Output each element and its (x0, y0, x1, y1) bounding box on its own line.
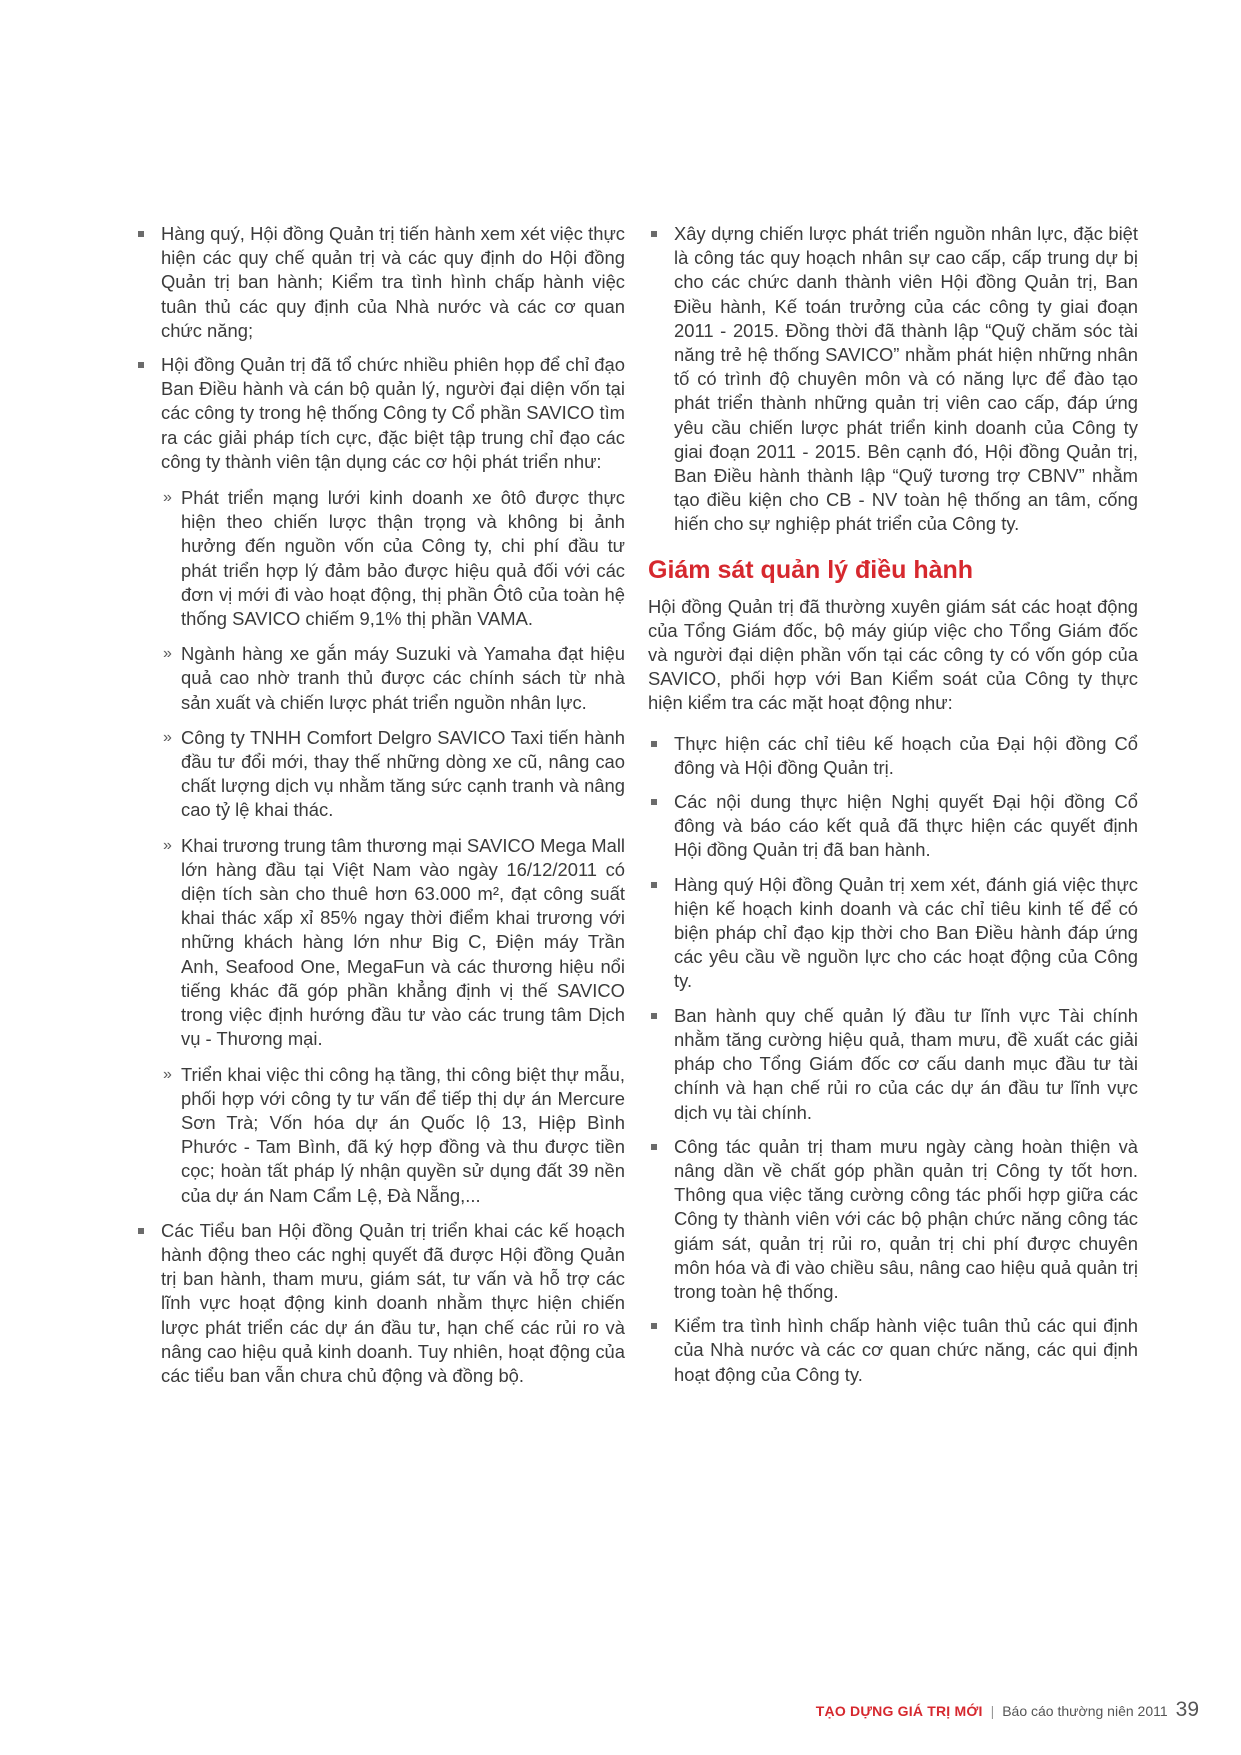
list-item: Hàng quý Hội đồng Quản trị xem xét, đánh giá việc thực hiện kế hoạch kinh doanh và các chỉ tiêu kinh tế để có biện pháp chỉ đạo kịp thời cho Ban Điều hành đáp ứng các yêu cầu về nguồn lực cho các hoạt động của Công ty. (648, 873, 1138, 994)
footer-report-title: Báo cáo thường niên 2011 (1002, 1703, 1168, 1719)
list-item (135, 353, 625, 1208)
list-item: Hàng quý, Hội đồng Quản trị tiến hành xem xét việc thực hiện các quy chế quản trị và các quy định do Hội đồng Quản trị ban hành; Kiểm tra tình hình chấp hành việc tuân thủ các quy định của Nhà nước và các cơ quan chức năng; (135, 222, 625, 343)
right-bullet-list (648, 732, 1138, 1387)
sub-bullet-list (161, 486, 625, 1208)
list-item: Các Tiểu ban Hội đồng Quản trị triển khai các kế hoạch hành động theo các nghị quyết đã được Hội đồng Quản trị ban hành, tham mưu, giám sát, tư vấn và hỗ trợ các lĩnh vực hoạt động kinh doanh nhằm thực hiện chiến lược phát triển các dự án đầu tư, hạn chế các rủi ro và nâng cao hiệu quả kinh doanh. Tuy nhiên, hoạt động của các tiểu ban vẫn chưa chủ động và đồng bộ. (135, 1219, 625, 1388)
right-column (648, 222, 1138, 1397)
page-footer (816, 1698, 1199, 1722)
sub-list-item: » Khai trương trung tâm thương mại SAVICO Mega Mall lớn hàng đầu tại Việt Nam vào ngày 16/12/2011 có diện tích sàn cho thuê hơn 63.000 m², đạt công suất khai thác xấp xỉ 85% ngay thời điểm khai trương với những khách hàng lớn như Big C, Điện máy Trần Anh, Seafood One, MegaFun và các thương hiệu nổi tiếng khác đã góp phần khẳng định vị thế SAVICO trong việc định hướng đầu tư vào các trung tâm Dịch vụ - Thương mại. (161, 834, 625, 1052)
sub-list-item: » Ngành hàng xe gắn máy Suzuki và Yamaha đạt hiệu quả cao nhờ tranh thủ được các chính sách từ nhà sản xuất và chiến lược phát triển nguồn nhân lực. (161, 642, 625, 715)
list-item-text: Hội đồng Quản trị đã tổ chức nhiều phiên họp để chỉ đạo Ban Điều hành và cán bộ quản lý, người đại diện vốn tại các công ty trong hệ thống Công ty Cổ phần SAVICO tìm ra các giải pháp tích cực, đặc biệt tập trung chỉ đạo các công ty thành viên tận dụng các cơ hội phát triển như: (161, 354, 625, 472)
section-title: Giám sát quản lý điều hành (648, 555, 974, 584)
right-top-bullet-list (648, 222, 1138, 537)
section-intro: Hội đồng Quản trị đã thường xuyên giám sát các hoạt động của Tổng Giám đốc, bộ máy giúp việc cho Tổng Giám đốc và người đại diện phần vốn tại các công ty có vốn góp của SAVICO, phối hợp với Ban Kiểm soát của Công ty thực hiện kiểm tra các mặt hoạt động như: (648, 595, 1138, 714)
left-column (135, 222, 625, 1398)
footer-brand: TẠO DỰNG GIÁ TRỊ MỚI (815, 1703, 983, 1719)
list-item: Ban hành quy chế quản lý đầu tư lĩnh vực Tài chính nhằm tăng cường hiệu quả, tham mưu, đề xuất các giải pháp cho Tổng Giám đốc cơ cấu danh mục đầu tư tài chính và hạn chế rủi ro của các dự án đầu tư lĩnh vực dịch vụ tài chính. (648, 1004, 1138, 1125)
footer-separator: | (990, 1703, 995, 1719)
list-item: Kiểm tra tình hình chấp hành việc tuân thủ các qui định của Nhà nước và các cơ quan chức năng, các qui định hoạt động của Công ty. (648, 1314, 1138, 1387)
left-bullet-list (135, 222, 625, 1388)
list-item: Thực hiện các chỉ tiêu kế hoạch của Đại hội đồng Cổ đông và Hội đồng Quản trị. (648, 732, 1138, 780)
sub-list-item: » Công ty TNHH Comfort Delgro SAVICO Taxi tiến hành đầu tư đổi mới, thay thế những dòng xe cũ, nâng cao chất lượng dịch vụ nhằm tăng sức cạnh tranh và nâng cao tỷ lệ khai thác. (161, 726, 625, 823)
list-item: Công tác quản trị tham mưu ngày càng hoàn thiện và nâng dần về chất góp phần quản trị Công ty tốt hơn. Thông qua việc tăng cường công tác phối hợp giữa các Công ty thành viên với các bộ phận chức năng công tác giám sát, quản trị rủi ro, quản trị chi phí được chuyên môn hóa và đi vào chiều sâu, nâng cao hiệu quả quản trị trong toàn hệ thống. (648, 1135, 1138, 1304)
page-number: 39 (1175, 1698, 1199, 1721)
sub-list-item: » Phát triển mạng lưới kinh doanh xe ôtô được thực hiện theo chiến lược thận trọng và không bị ảnh hưởng đến nguồn vốn của Công ty, chi phí đầu tư phát triển hợp lý đảm bảo được hiệu quả đối với các đơn vị mới đi vào hoạt động, thị phần Ôtô của toàn hệ thống SAVICO chiếm 9,1% thị phần VAMA. (161, 486, 625, 631)
list-item: Các nội dung thực hiện Nghị quyết Đại hội đồng Cổ đông và báo cáo kết quả đã thực hiện các quyết định Hội đồng Quản trị đã ban hành. (648, 790, 1138, 863)
list-item: Xây dựng chiến lược phát triển nguồn nhân lực, đặc biệt là công tác quy hoạch nhân sự cao cấp, cấp trung dự bị cho các chức danh thành viên Hội đồng Quản trị, Ban Điều hành, Kế toán trưởng của các công ty giai đoạn 2011 - 2015. Đồng thời đã thành lập “Quỹ chăm sóc tài năng trẻ hệ thống SAVICO” nhằm phát hiện những nhân tố có trình độ chuyên môn và có năng lực để đào tạo phát triển thành những quản trị viên cao cấp, đáp ứng yêu cầu chiến lược phát triển kinh doanh của Công ty giai đoạn 2011 - 2015. Bên cạnh đó, Hội đồng Quản trị, Ban Điều hành thành lập “Quỹ tương trợ CBNV” nhằm tạo điều kiện cho CB - NV toàn hệ thống an tâm, cống hiến cho sự nghiệp phát triển của Công ty. (648, 222, 1138, 537)
sub-list-item: » Triển khai việc thi công hạ tầng, thi công biệt thự mẫu, phối hợp với công ty tư vấn để tiếp thị dự án Mercure Sơn Trà; Vốn hóa dự án Quốc lộ 13, Hiệp Bình Phước - Tam Bình, đã ký hợp đồng và thu được tiền cọc; hoàn tất pháp lý nhận quyền sử dụng đất 39 nền của dự án Nam Cẩm Lệ, Đà Nẵng,... (161, 1063, 625, 1208)
